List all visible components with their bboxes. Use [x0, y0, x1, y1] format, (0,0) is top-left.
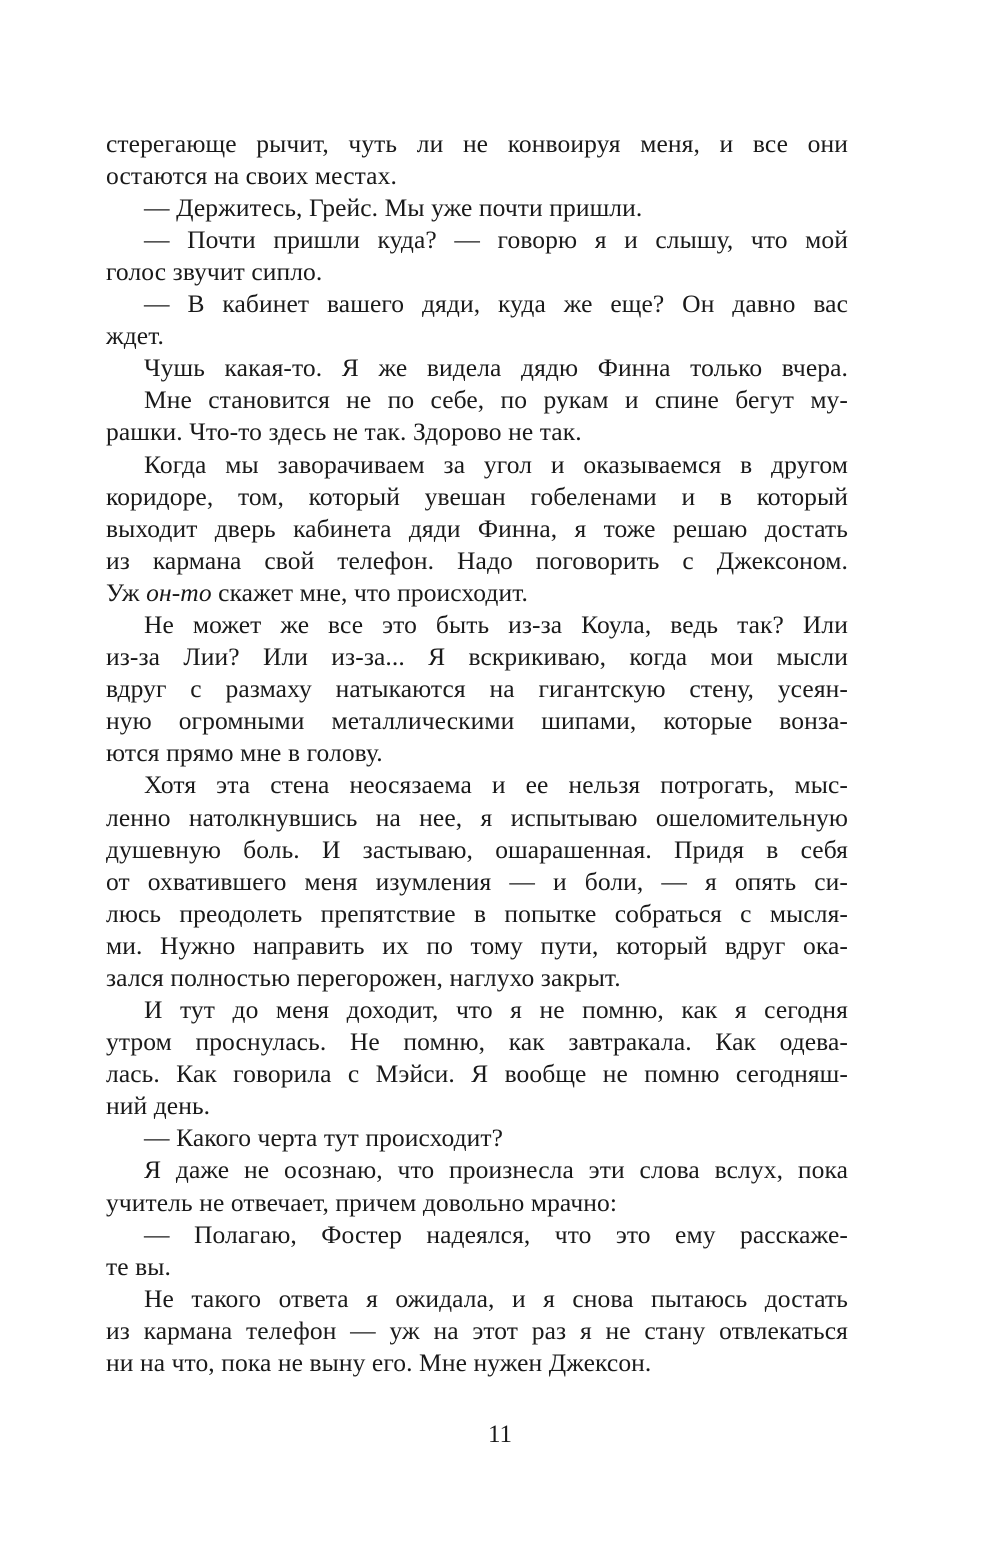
text-line: Не может же все это быть из-за Коула, ведь так? Или [144, 610, 848, 639]
italic-emphasis: он-то [146, 578, 212, 607]
text-line: люсь преодолеть препятствие в попытке собраться с мысля- [106, 899, 848, 928]
text-line: выходит дверь кабинета дяди Финна, я тоже решаю достать [106, 514, 848, 543]
text-line: Не такого ответа я ожидала, и я снова пытаюсь достать [144, 1284, 848, 1313]
text-line: — Держитесь, Грейс. Мы уже почти пришли. [144, 193, 643, 222]
text-line: утром проснулась. Не помню, как завтракала. Как одева- [106, 1027, 848, 1056]
text-line: — Какого черта тут происходит? [144, 1123, 504, 1152]
text-line: ются прямо мне в голову. [106, 738, 383, 767]
text-line [106, 576, 848, 610]
text-line: ную огромными металлическими шипами, которые вонза- [106, 706, 848, 735]
text-line: учитель не отвечает, причем довольно мрачно: [106, 1188, 618, 1217]
text-line: из-за Лии? Или из-за... Я вскрикиваю, когда мои мысли [106, 642, 848, 671]
text-line: ни на что, пока не выну его. Мне нужен Джексон. [106, 1348, 652, 1377]
text-line: ленно натолкнувшись на нее, я испытываю ошеломительную [106, 803, 848, 832]
text-line: Хотя эта стена неосязаема и ее нельзя потрогать, мыс- [144, 770, 848, 799]
text-line: от охватившего меня изумления — и боли, — я опять си- [106, 867, 848, 896]
text-line: — Полагаю, Фостер надеялся, что это ему расскаже- [144, 1220, 848, 1249]
text-line: вдруг с размаху натыкаются на гигантскую стену, усеян- [106, 674, 848, 703]
text-line: ми. Нужно направить их по тому пути, который вдруг ока- [106, 931, 848, 960]
text-line: Когда мы заворачиваем за угол и оказываемся в другом [144, 450, 848, 479]
text-line: из кармана свой телефон. Надо поговорить с Джексоном. [106, 546, 848, 575]
text-line: Чушь какая-то. Я же видела дядю Финна только вчера. [144, 353, 848, 382]
text-line: — В кабинет вашего дяди, куда же еще? Он давно вас [144, 289, 848, 318]
page-number: 11 [487, 1421, 513, 1448]
text-line: ждет. [106, 321, 165, 350]
text-line: Мне становится не по себе, по рукам и спине бегут му- [144, 385, 848, 414]
text-line: из кармана телефон — уж на этот раз я не стану отвлекаться [106, 1316, 848, 1345]
text-line: — Почти пришли куда? — говорю я и слышу, что мой [144, 225, 848, 254]
text-line: ний день. [106, 1091, 211, 1120]
text-line: остаются на своих местах. [106, 161, 397, 190]
text-run: Уж [106, 578, 147, 607]
text-line: те вы. [106, 1252, 171, 1281]
text-line: И тут до меня доходит, что я не помню, как я сегодня [144, 995, 848, 1024]
text-line: голос звучит сипло. [106, 257, 323, 286]
text-run: скажет мне, что происходит. [211, 578, 529, 607]
text-line: рашки. Что-то здесь не так. Здорово не так. [106, 417, 582, 446]
text-line: стерегающе рычит, чуть ли не конвоируя меня, и все они [106, 129, 848, 158]
text-line: коридоре, том, который увешан гобеленами и в который [106, 482, 848, 511]
text-line: Я даже не осознаю, что произнесла эти слова вслух, пока [144, 1155, 848, 1184]
text-line: душевную боль. И застываю, ошарашенная. Придя в себя [106, 835, 848, 864]
text-line: зался полностью перегорожен, наглухо закрыт. [106, 963, 621, 992]
text-line: лась. Как говорила с Мэйси. Я вообще не помню сегодняш- [106, 1059, 848, 1088]
